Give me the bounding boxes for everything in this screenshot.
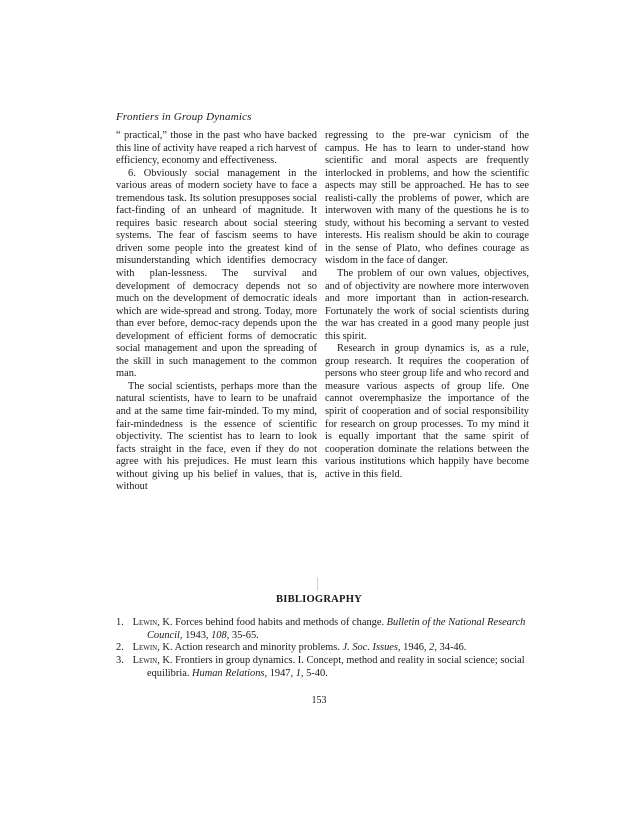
entry-title: Forces behind food habits and methods of change. [175, 617, 385, 628]
entry-author: Lewin, K. [132, 642, 173, 654]
bibliography-entry [116, 617, 530, 642]
entry-author: Lewin, K. [132, 617, 173, 628]
entry-pages: 35-65. [231, 629, 259, 641]
entry-volume: 108, [211, 629, 230, 641]
entry-source: J. Soc. Issues, [342, 642, 401, 654]
entry-pages: 5-40. [306, 667, 328, 679]
entry-year: 1943, [185, 629, 209, 641]
right-paragraph-2: The problem of our own values, objectives, and of objectivity are nowhere more interwoven and more important than in action-research. Fortunately the work of social scientists during the war has created in a good many people just this spirit. [325, 268, 529, 342]
entry-number: 1. [116, 617, 124, 628]
entry-pages: 34-46. [439, 642, 467, 654]
left-paragraph-3: The social scientists, perhaps more than the natural scientists, have to learn to be unafraid and at the same time fair-minded. To my mind, fair-mindedness is the essence of scientific objectivity. The scientist has to learn to look facts straight in the face, even if they do not agree with his prejudices. He must learn this without giving up his belief in values, that is, without [116, 380, 317, 493]
right-paragraph-3: Research in group dynamics is, as a rule, group research. It requires the cooperation of persons who steer group life and who record and measure various aspects of group life. One cannot overemphasize the importance of the spirit of cooperation and of social responsibility for research on group processes. To my mind it is equally important that the same spirit of cooperation dominate the relations between the various institutions which happily have become active in this field. [325, 343, 529, 480]
bibliography-entry [116, 642, 530, 655]
entry-volume: 1, [295, 667, 304, 679]
left-column [116, 130, 317, 494]
entry-volume: 2, [429, 642, 437, 654]
entry-source: Bulletin of the National Research Council, [147, 617, 526, 641]
bibliography-list [116, 617, 530, 681]
page-number: 153 [311, 695, 327, 706]
entry-title: Frontiers in group dynamics. I. Concept, method and reality in social science; social equilibria. [147, 655, 525, 679]
left-paragraph-2: 6. Obviously social management in the various areas of modern society have to face a tremendous task. Its solution presupposes social fact-finding of an unheard of magnitude. It requires basic research about social steering systems. The fear of fascism seems to have driven some people into the greatest kind of misunderstanding which identifies democracy with plan-lessness. The survival and development of democracy depends not so much on the development of democratic ideals which are wide-spread and strong. Today, more than ever before, democ-racy depends upon the development of efficient forms of democratic social management and upon the spreading of the skill in such management to the common man. [116, 167, 317, 380]
entry-year: 1947, [269, 667, 294, 679]
entry-year: 1946, [403, 642, 427, 654]
entry-number: 3. [116, 655, 124, 667]
left-paragraph-1: “ practical,” those in the past who have backed this line of activity have reaped a rich harvest of efficiency, economy and effectiveness. [116, 130, 317, 167]
bibliography-heading: BIBLIOGRAPHY [276, 594, 362, 605]
entry-source: Human Relations, [192, 667, 268, 679]
entry-number: 2. [116, 642, 124, 654]
entry-title: Action research and minority problems. [174, 642, 340, 654]
running-head: Frontiers in Group Dynamics [116, 111, 252, 123]
bibliography-entry [116, 655, 530, 680]
entry-author: Lewin, K. [132, 655, 173, 667]
right-column [325, 130, 529, 481]
section-divider [317, 577, 318, 591]
right-paragraph-1: regressing to the pre-war cynicism of the campus. He has to learn to under-stand how scientific and moral aspects are frequently interlocked in problems, and how the scientific aspects may still be approached. He has to see realisti-cally the problems of power, which are interwoven with many of the questions he is to study, without his becoming a servant to vested interests. His realism should be akin to courage in the sense of Plato, who defines courage as wisdom in the face of danger. [325, 130, 529, 267]
